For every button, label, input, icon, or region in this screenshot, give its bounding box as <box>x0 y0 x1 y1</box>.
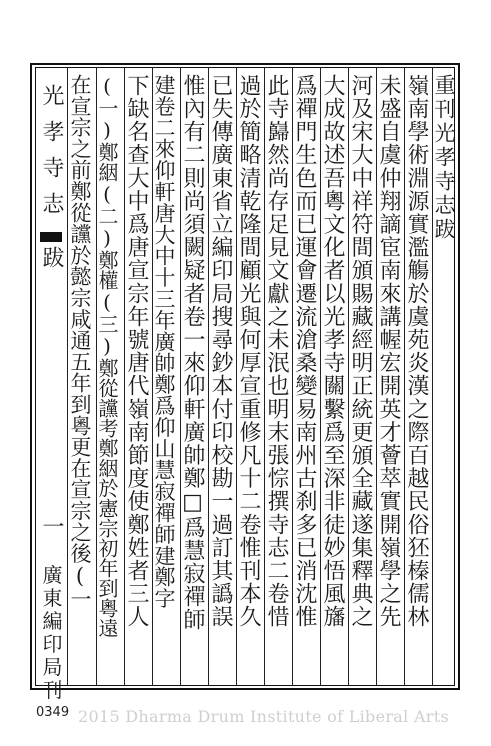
text-title: 重刊光孝寺志跋 <box>432 74 456 242</box>
text-column: (一)鄭絪(二)鄭權(三)鄭從讜考鄭絪於憲宗初年到粵遠 <box>95 74 119 638</box>
text-column: 嶺南學術淵源實濫觴於虞苑炎漢之際百越民俗狉榛儒林 <box>404 74 429 629</box>
text-column: 未盛自虞仲翔謫宦南來講幄宏開英才薈萃實開嶺學之先 <box>376 74 401 629</box>
page-number: 0349 <box>36 705 70 720</box>
page-marker: 一 <box>39 515 64 539</box>
watermark: 2015 Dharma Drum Institute of Liberal Arts <box>78 707 449 726</box>
side-margin-column <box>40 84 62 269</box>
text-column: 河及宋大中祥符間頒賜藏經明正統更頒全藏遂集釋典之 <box>348 74 373 629</box>
text-column: 此寺巋然尚存足見文獻之未泯也明末張悰撰寺志二卷惜 <box>264 74 289 629</box>
text-column: 爲禪門生色而已運會遷流滄桑變易南州古刹多已消沈惟 <box>292 74 317 629</box>
text-column: 惟內有二則尚須闕疑者卷一來仰軒廣帥鄭□爲慧寂禪師 <box>180 74 205 632</box>
text-column: 大成故述吾粵文化者以光孝寺關繫爲至深非徒妙悟風旛 <box>320 74 345 629</box>
text-column: 過於簡略清乾隆間顧光與何厚宣重修凡十二卷惟刊本久 <box>236 74 261 629</box>
side-margin-footer <box>40 515 62 702</box>
text-column: 在宣宗之前鄭從讜於懿宗咸通五年到粵更在宣宗之後(一 <box>68 74 92 610</box>
text-column: 建卷二來仰軒唐大中十三年廣帥鄭爲仰山慧寂禪師建鄭字 <box>152 74 176 609</box>
text-column: 下缺名查大中爲唐宣宗年號唐代嶺南節度使鄭姓者三人 <box>124 74 149 629</box>
text-column: 已失傳廣東省立編印局搜尋鈔本付印校勘一過訂其譌誤 <box>208 74 233 629</box>
fishtail-marker <box>40 232 62 242</box>
book-title: 光孝寺志 <box>39 84 64 228</box>
section-label: 跋 <box>39 246 64 270</box>
publisher-label: 廣東編印局刊 <box>39 564 63 703</box>
